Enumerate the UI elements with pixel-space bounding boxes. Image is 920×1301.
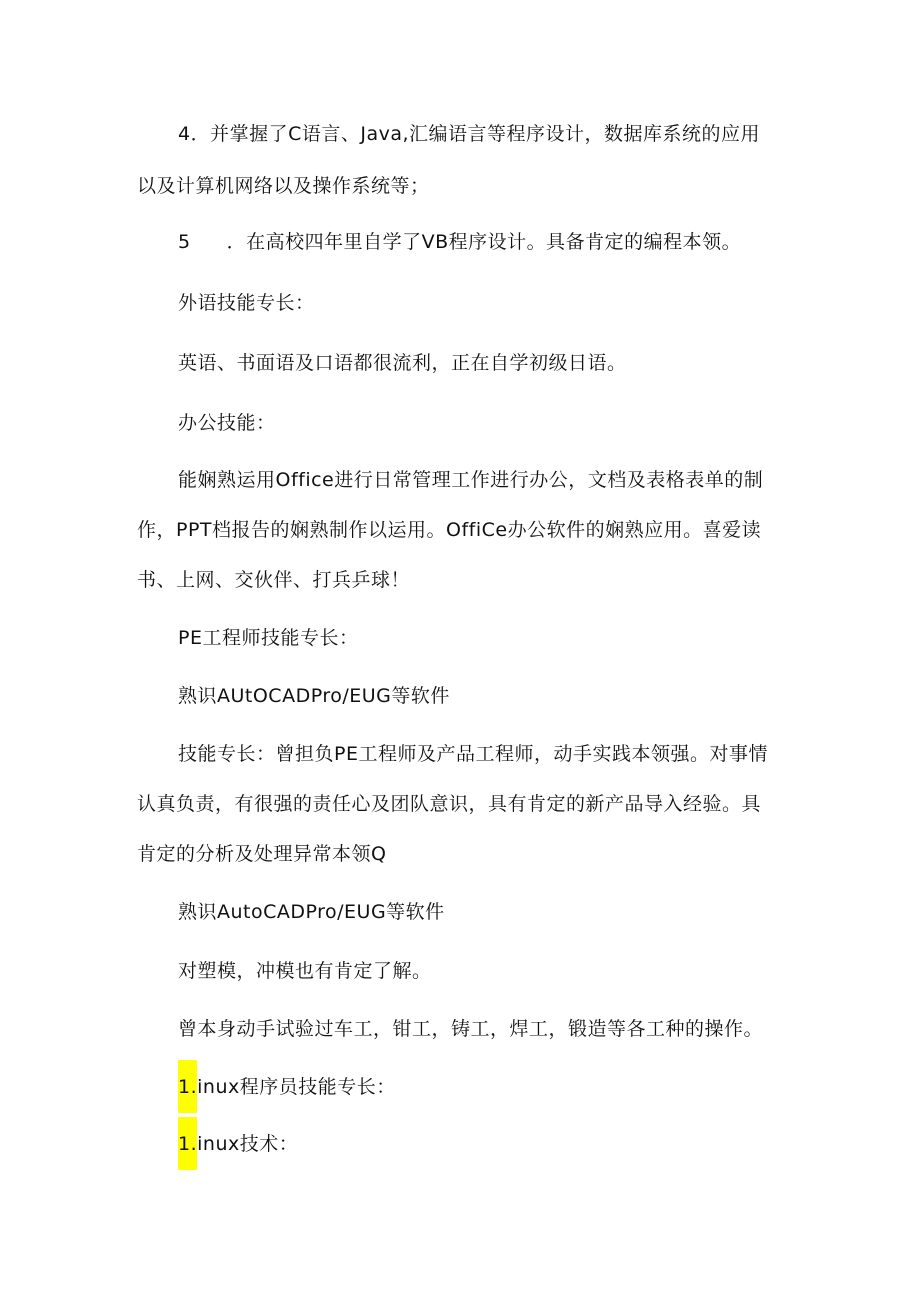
item-text: inux技术： xyxy=(197,1133,299,1155)
highlighted-number: 1. xyxy=(178,1060,197,1113)
text-line: 技能专长：曾担负PE工程师及产品工程师，动手实践本领强。对事情 xyxy=(178,743,768,765)
text-line: 作，PPT档报告的娴熟制作以运用。OffiCe办公软件的娴熟应用。喜爱读 xyxy=(137,519,762,541)
heading-linux-tech xyxy=(137,1117,787,1169)
text-line: 认真负责，有很强的责任心及团队意识，具有肯定的新产品导入经验。具 xyxy=(137,793,762,815)
item-text: ．在高校四年里自学了VB程序设计。具备肯定的编程本领。 xyxy=(226,231,742,253)
paragraph-programming-languages xyxy=(137,121,787,199)
text-line: 书、上网、交伙伴、打兵乒球！ xyxy=(137,569,411,591)
text-line: 英语、书面语及口语都很流利，正在自学初级日语。 xyxy=(178,352,627,374)
highlighted-number: 1. xyxy=(178,1117,197,1170)
text-line xyxy=(137,1117,787,1169)
text-line: 以及计算机网络以及操作系统等； xyxy=(137,175,430,197)
paragraph-workshop-experience xyxy=(137,1016,787,1042)
text-line: 熟识AutoCADPro/EUG等软件 xyxy=(178,901,445,923)
item-text: inux程序员技能专长： xyxy=(197,1076,396,1098)
text-line: 办公技能： xyxy=(178,412,276,434)
text-line: 4．并掌握了C语言、Java,汇编语言等程序设计，数据库系统的应用 xyxy=(178,123,761,145)
heading-office-skills xyxy=(137,410,787,436)
text-line: 能娴熟运用Office进行日常管理工作进行办公，文档及表格表单的制 xyxy=(178,469,764,491)
item-number: 5 xyxy=(178,231,191,253)
paragraph-vb-self-study xyxy=(137,229,787,255)
heading-linux-programmer xyxy=(137,1060,787,1112)
text-line: 曾本身动手试验过车工，钳工，铸工，焊工，锻造等各工种的操作。 xyxy=(178,1018,764,1040)
paragraph-pe-skills xyxy=(137,741,787,867)
text-line xyxy=(137,1060,787,1112)
text-line: 熟识AUtOCADPro/EUG等软件 xyxy=(178,685,450,707)
paragraph-language-skills xyxy=(137,350,787,376)
text-line: 对塑模，冲模也有肯定了解。 xyxy=(178,960,432,982)
heading-pe-engineer xyxy=(137,625,787,651)
paragraph-molds xyxy=(137,958,787,984)
paragraph-autocad-2 xyxy=(137,899,787,925)
paragraph-autocad-1 xyxy=(137,683,787,709)
text-line: 肯定的分析及处理异常本领Q xyxy=(137,843,387,865)
text-line xyxy=(137,229,787,255)
text-line: 外语技能专长： xyxy=(178,292,315,314)
text-line: PE工程师技能专长： xyxy=(178,627,359,649)
heading-language-skills xyxy=(137,290,787,316)
paragraph-office-skills xyxy=(137,467,787,593)
